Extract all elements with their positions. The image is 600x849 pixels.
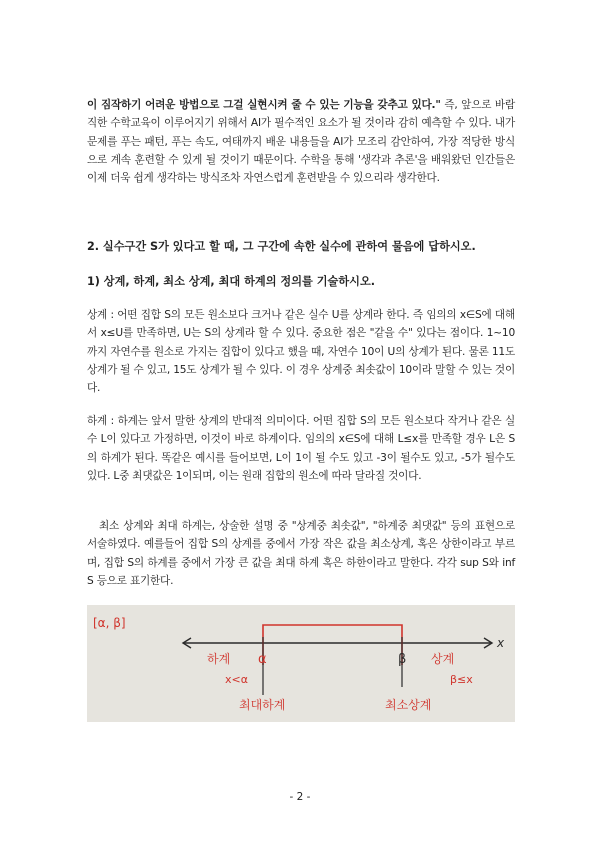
- interval-label: [α, β]: [93, 616, 126, 630]
- intro-lead: 이 짐작하기 어려운 방법으로 그걸 실현시켜 줄 수 있는 기능을 갖추고 있다.": [87, 99, 441, 111]
- lower-label: 하계: [207, 652, 231, 666]
- handwritten-figure: [87, 605, 515, 722]
- interval-bracket: [263, 625, 402, 665]
- lower-bound-paragraph: 하계 : 하계는 앞서 말한 상계의 반대적 의미이다. 어떤 집합 S의 모든 원소보다 작거나 같은 실수 L이 있다고 가정하면, 이것이 바로 하계이다. 임의의 x∈S에 대해 L≤x를 만족할 경우 L은 S의 하계가 된다. 똑같은 예시를 들어보면, L이 1이 될 수도 있고 -3이 될수도 있고, -5가 될수도 있다. L중 최댓값은 1이되며, 이는 원래 집합의 원소에 따라 달라질 것이다.: [87, 415, 515, 482]
- alpha-label: α: [258, 652, 267, 667]
- upper-condition: β≤x: [450, 673, 473, 686]
- page-number: - 2 -: [289, 791, 311, 803]
- infimum-label: 최대하계: [239, 698, 286, 712]
- beta-label: β: [398, 652, 407, 667]
- sup-inf-paragraph: 최소 상계와 최대 하계는, 상술한 설명 중 "상계중 최솟값", "하계중 최댓값" 등의 표현으로 서술하였다. 예를들어 집합 S의 상계를 중에서 가장 작은 값을 최소상계, 혹은 상한이라고 부르며, 집합 S의 하계를 중에서 가장 큰 값을 최대 하계 혹은 하한이라고 말한다. 각각 sup S와 inf S 등으로 표기한다.: [87, 520, 515, 587]
- sub-heading: 1) 상계, 하계, 최소 상계, 최대 하계의 정의를 기술하시오.: [87, 275, 376, 288]
- lower-condition: x<α: [225, 673, 248, 686]
- intro-paragraph: [87, 96, 515, 187]
- supremum-label: 최소상계: [385, 698, 432, 712]
- axis-label: x: [497, 636, 505, 650]
- upper-label: 상계: [431, 652, 455, 666]
- number-line-diagram: [87, 605, 515, 722]
- intro-rest: 즉, 앞으로 바람직한 수학교육이 이루어지기 위해서 AI가 필수적인 요소가 될 것이라 감히 예측할 수 있다. 내가 문제를 푸는 패턴, 푸는 속도, 여태까지 배운 내용들을 AI가 모조리 감안하여, 가장 적당한 방식으로 계속 훈련할 수 있게 될 것이기 때문이다. 수학을 통해 '생각과 추론'을 배워왔던 인간들은 이제 더욱 쉽게 생각하는 방식조차 자연스럽게 훈련받을 수 있으리라 생각한다.: [87, 99, 515, 185]
- question-heading: 2. 실수구간 S가 있다고 할 때, 그 구간에 속한 실수에 관하여 물음에 답하시오.: [87, 240, 476, 253]
- upper-bound-paragraph: 상계 : 어떤 집합 S의 모든 원소보다 크거나 같은 실수 U를 상계라 한다. 즉 임의의 x∈S에 대해서 x≤U를 만족하면, U는 S의 상계라 할 수 있다. 중요한 점은 "같을 수" 있다는 점이다. 1~10까지 자연수를 원소로 가지는 집합이 있다고 했을 때, 자연수 10이 U의 상계가 된다. 물론 11도 상계가 될 수 있고, 15도 상계가 될 수 있다. 이 경우 상계중 최솟값이 10이라 말할 수 있는 것이다.: [87, 309, 515, 395]
